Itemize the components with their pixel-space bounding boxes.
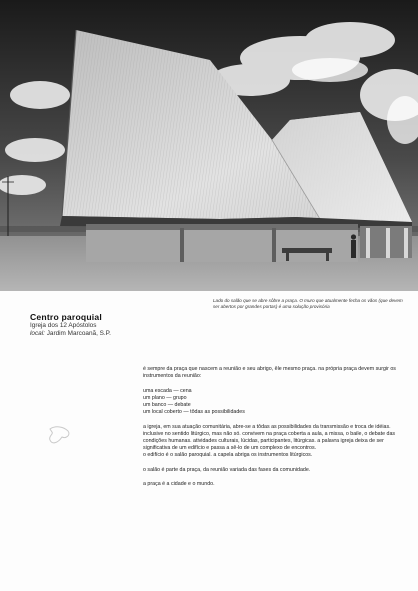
project-location bbox=[30, 330, 180, 338]
list-item: uma escada — cena bbox=[143, 387, 192, 394]
paragraph-square: a praça é a cidade e o mundo. bbox=[143, 481, 215, 488]
paragraph-hall: o salão é parte da praça, da reunião variada das fases da comunidade. bbox=[143, 466, 311, 473]
body-text bbox=[143, 366, 409, 488]
paragraph-church: a igreja, em sua atuação comunitária, abre-se a tôdas as possibilidades da transmissão e troca de idéias. inclusive no sentido litúrgico, mas não só. convivem na praça coberta a aula, a missa, o baile, o debate das condições humanas. atividades culturais, lúcidas, participantes, litúrgicas. a palavra igreja deixa de ser significativa de um edifício e passa a sê-lo de um complexo de encontros. bbox=[143, 423, 396, 452]
project-heading bbox=[30, 312, 180, 338]
paragraph-building: o edifício é o salão paroquial. a capela abriga os instrumentos litúrgicos. bbox=[143, 452, 313, 459]
location-value: Jardim Marcoanã, S.P. bbox=[46, 330, 111, 338]
list-item: um plano — grupo bbox=[143, 394, 187, 401]
list-item: um banco — debate bbox=[143, 402, 191, 408]
building-photo bbox=[0, 0, 418, 291]
project-title: Centro paroquial bbox=[30, 312, 102, 322]
stain-mark bbox=[46, 423, 74, 449]
paragraph-intro: é sempre da praça que nascem a reunião e seu abrigo, êle mesmo praça. na própria praça devem surgir os instrumentos da reunião: bbox=[143, 366, 396, 380]
list-item: um local coberto — tôdas as possibilidades bbox=[143, 409, 245, 416]
location-label: local: bbox=[30, 330, 45, 338]
project-name: Igreja dos 12 Apóstolos bbox=[30, 322, 97, 329]
photo-caption: Lado do salão que se abre sôbre a praça. O muro que atualmente fecha os vãos (que devem ser abertos por grandes portas) é uma solução provisória bbox=[213, 298, 403, 310]
